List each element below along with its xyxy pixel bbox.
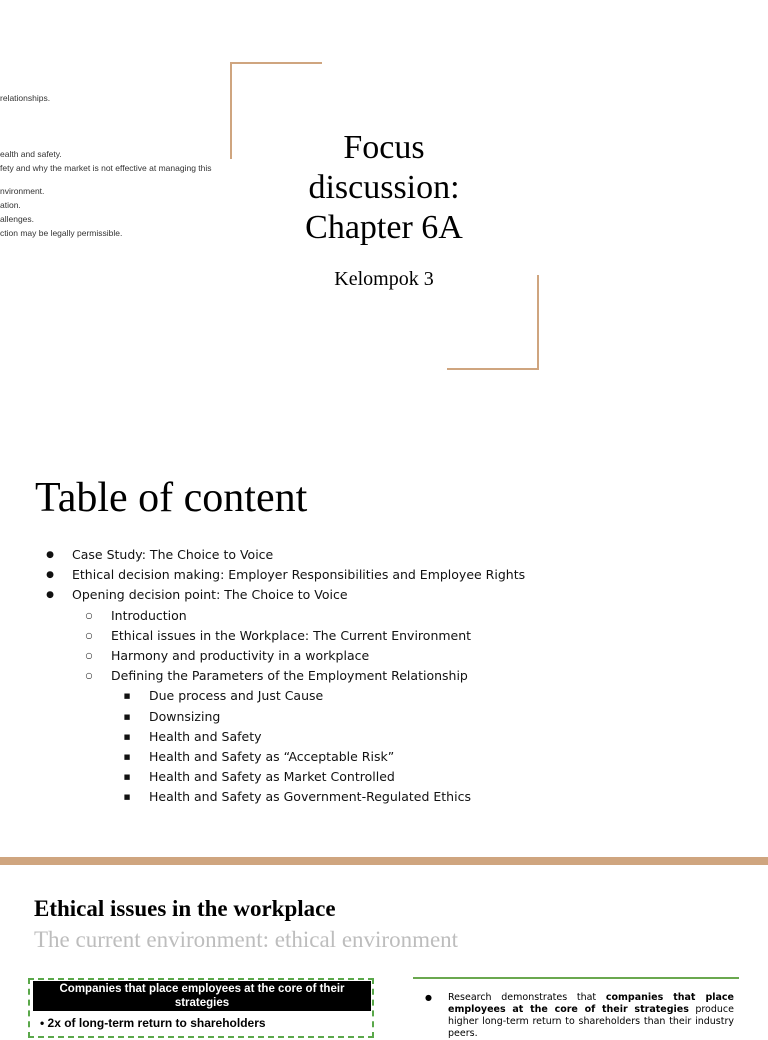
title-slide	[0, 0, 768, 430]
presentation-title	[284, 128, 484, 248]
background-text-line: ation.	[0, 200, 21, 210]
toc-item-label: Ethical issues in the Workplace: The Current Environment	[111, 627, 472, 643]
slide-divider	[0, 857, 768, 865]
research-text: companies that place employees at the core of their strategies	[448, 992, 734, 1015]
background-text-line: allenges.	[0, 214, 35, 224]
slide-title: Ethical issues in the workplace	[34, 896, 336, 921]
background-text-line: ction may be legally permissible.	[0, 228, 123, 238]
bullet-icon: ●	[46, 570, 54, 581]
ethical-issues-slide	[0, 866, 768, 1039]
bullet-icon: ■	[123, 773, 131, 782]
bullet-icon: ●	[425, 993, 432, 1002]
toc-item-label: Ethical decision making: Employer Responsibilities and Employee Rights	[72, 567, 526, 583]
toc-item-label: Health and Safety as Market Controlled	[149, 769, 395, 785]
toc-item-label: Opening decision point: The Choice to Voice	[72, 587, 348, 603]
toc-title: Table of content	[35, 475, 308, 521]
highlight-box-item: • 2x of long-term return to shareholders	[40, 1016, 266, 1030]
toc-item-label: Defining the Parameters of the Employment Relationship	[111, 668, 468, 684]
background-text-line: ealth and safety.	[0, 149, 62, 159]
background-text-line: nvironment.	[0, 186, 45, 196]
research-text: produce higher long-term return to shareholders than their industry peers.	[448, 1004, 734, 1039]
bullet-icon: ○	[85, 630, 93, 640]
toc-item-label: Downsizing	[149, 708, 221, 724]
bullet-icon: ■	[123, 732, 131, 741]
bullet-icon: ■	[123, 692, 131, 701]
background-text-line: relationships.	[0, 93, 51, 103]
title-line: Focus	[343, 129, 425, 166]
toc-item-label: Due process and Just Cause	[149, 688, 324, 704]
highlight-box	[28, 978, 374, 1038]
research-paragraph	[448, 992, 734, 1040]
slide-subtitle: The current environment: ethical environment	[34, 927, 459, 952]
research-text: Research demonstrates that	[448, 992, 606, 1003]
bullet-icon: ●	[46, 590, 54, 601]
toc-item-label: Case Study: The Choice to Voice	[72, 547, 274, 562]
bullet-icon: ■	[123, 793, 131, 802]
presentation-subtitle: Kelompok 3	[334, 268, 434, 290]
green-rule	[413, 977, 739, 979]
title-line: discussion:	[308, 169, 460, 206]
bullet-icon: ○	[85, 671, 93, 681]
toc-item-label: Health and Safety	[149, 728, 262, 744]
toc-item-label: Health and Safety as “Acceptable Risk”	[149, 749, 395, 764]
table-of-content-slide	[0, 445, 768, 855]
bullet-icon: ○	[85, 610, 93, 620]
highlight-box-header: Companies that place employees at the core of their strategies	[33, 981, 371, 1011]
toc-item-label: Health and Safety as Government-Regulated Ethics	[149, 789, 471, 805]
background-text-line: fety and why the market is not effective at managing this	[0, 163, 212, 173]
bullet-icon: ○	[85, 651, 93, 660]
toc-item-label: Harmony and productivity in a workplace	[111, 648, 370, 663]
bullet-icon: ●	[46, 550, 54, 560]
bullet-icon: ■	[123, 753, 131, 761]
toc-item-label: Introduction	[111, 607, 187, 623]
bullet-icon: ■	[123, 712, 131, 721]
title-line: Chapter 6A	[305, 209, 463, 246]
